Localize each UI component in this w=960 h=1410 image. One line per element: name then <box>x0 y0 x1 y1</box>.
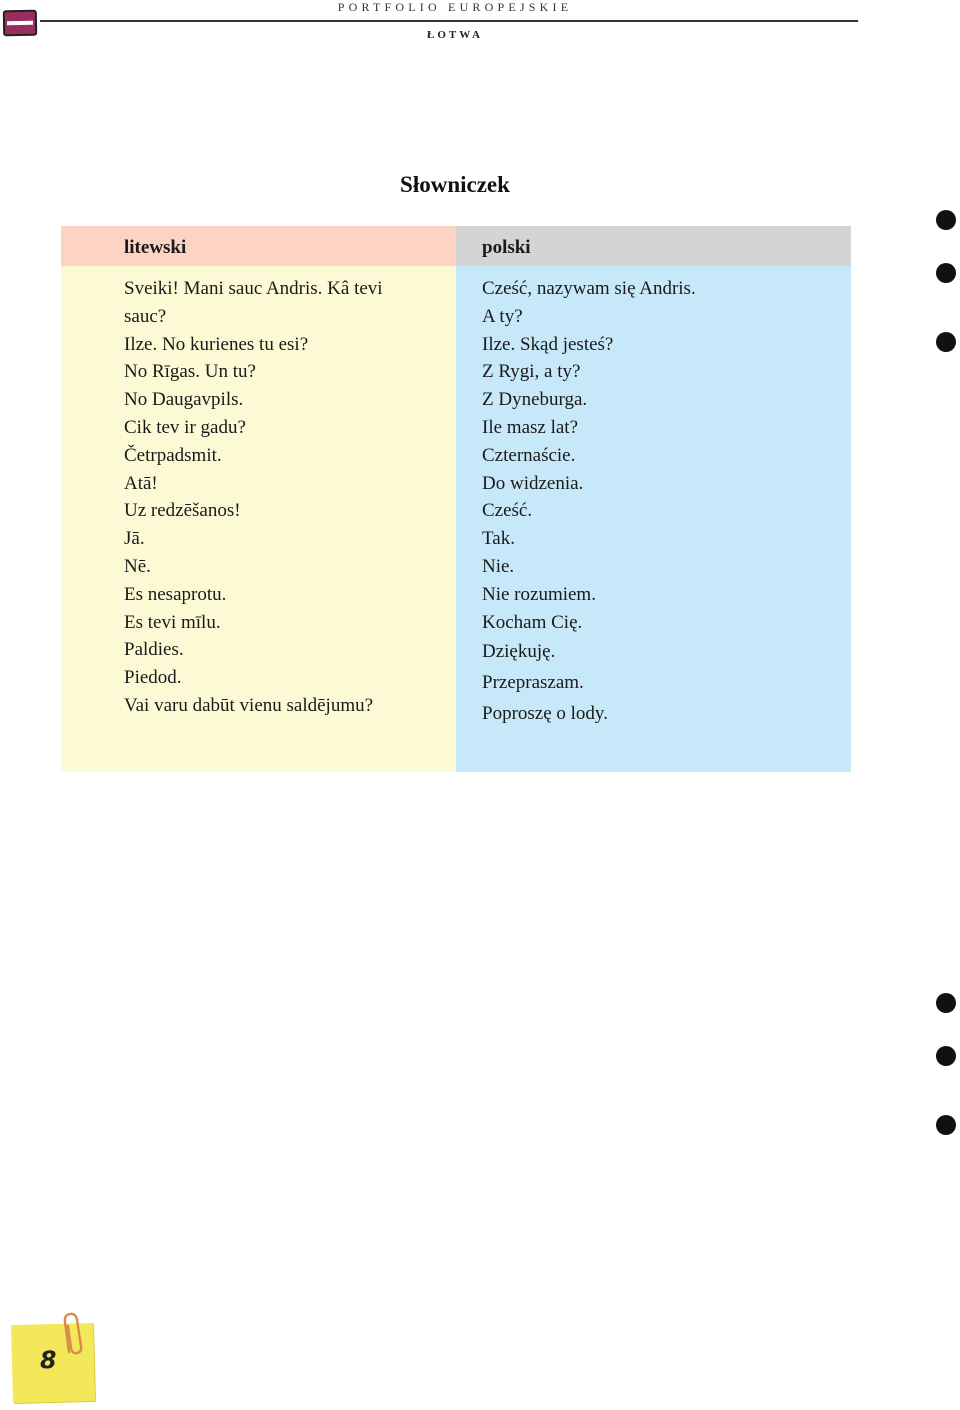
paperclip-icon <box>60 1312 88 1356</box>
polish-phrase: Nie rozumiem. <box>482 583 596 605</box>
polish-phrase: Do widzenia. <box>482 472 584 494</box>
latvian-phrase: Jā. <box>124 528 145 550</box>
latvian-phrase: Es tevi mīlu. <box>124 611 221 633</box>
latvian-column-header <box>61 226 456 266</box>
polish-column-header <box>456 226 851 266</box>
vocabulary-table <box>61 226 851 772</box>
polish-phrase: Cześć. <box>482 500 533 522</box>
polish-column <box>456 226 851 772</box>
polish-phrase: Cześć, nazywam się Andris. <box>482 278 696 299</box>
binder-hole-icon <box>936 332 956 352</box>
latvian-column <box>61 226 456 772</box>
polish-phrase-list <box>482 275 842 729</box>
latvian-phrase: Ilze. No kurienes tu esi? <box>124 333 309 355</box>
polish-phrase: Nie. <box>482 555 515 577</box>
polish-phrase: Z Rygi, a ty? <box>482 361 581 383</box>
polish-heading: polski <box>482 237 531 258</box>
page-number: 8 <box>39 1345 57 1375</box>
binder-hole-icon <box>936 1046 956 1066</box>
polish-phrase: Przepraszam. <box>482 672 584 694</box>
binder-hole-icon <box>936 1115 956 1135</box>
polish-phrase: Tak. <box>482 528 515 550</box>
polish-phrase: Ile masz lat? <box>482 416 579 438</box>
polish-phrase: Z Dyneburga. <box>482 389 588 411</box>
polish-phrase: Kocham Cię. <box>482 611 583 633</box>
country-title: ŁOTWA <box>427 29 483 41</box>
latvian-heading: litewski <box>124 237 187 258</box>
series-title: PORTFOLIO EUROPEJSKIE <box>337 0 573 14</box>
latvian-phrase: Cik tev ir gadu? <box>124 416 246 438</box>
latvian-phrase: sauc? <box>124 305 167 327</box>
latvian-phrase: Uz redzēšanos! <box>124 500 241 522</box>
latvian-phrase: Piedod. <box>124 667 182 689</box>
latvian-phrase: Nē. <box>124 555 151 577</box>
header-rule <box>40 20 858 22</box>
latvian-phrase: Es nesaprotu. <box>124 583 227 605</box>
latvian-phrase: No Rīgas. Un tu? <box>124 361 256 383</box>
polish-phrase: Czternaście. <box>482 444 576 466</box>
latvian-phrase: Sveiki! Mani sauc Andris. Kâ tevi <box>124 278 383 299</box>
latvian-phrase: Atā! <box>124 472 158 494</box>
polish-phrase: Ilze. Skąd jesteś? <box>482 333 614 355</box>
latvian-phrase: Četrpadsmit. <box>124 444 222 466</box>
latvian-phrase: No Daugavpils. <box>124 389 244 411</box>
polish-phrase: Dziękuję. <box>482 641 556 663</box>
latvian-phrase-list <box>124 275 444 720</box>
polish-phrase: A ty? <box>482 305 523 327</box>
polish-phrase: Poproszę o lody. <box>482 703 608 725</box>
latvian-phrase: Vai varu dabūt vienu saldējumu? <box>124 694 374 716</box>
latvia-flag-icon <box>3 10 37 37</box>
binder-hole-icon <box>936 210 956 230</box>
page-title: Słowniczek <box>400 172 510 197</box>
binder-hole-icon <box>936 263 956 283</box>
latvian-phrase: Paldies. <box>124 639 184 661</box>
binder-hole-icon <box>936 993 956 1013</box>
